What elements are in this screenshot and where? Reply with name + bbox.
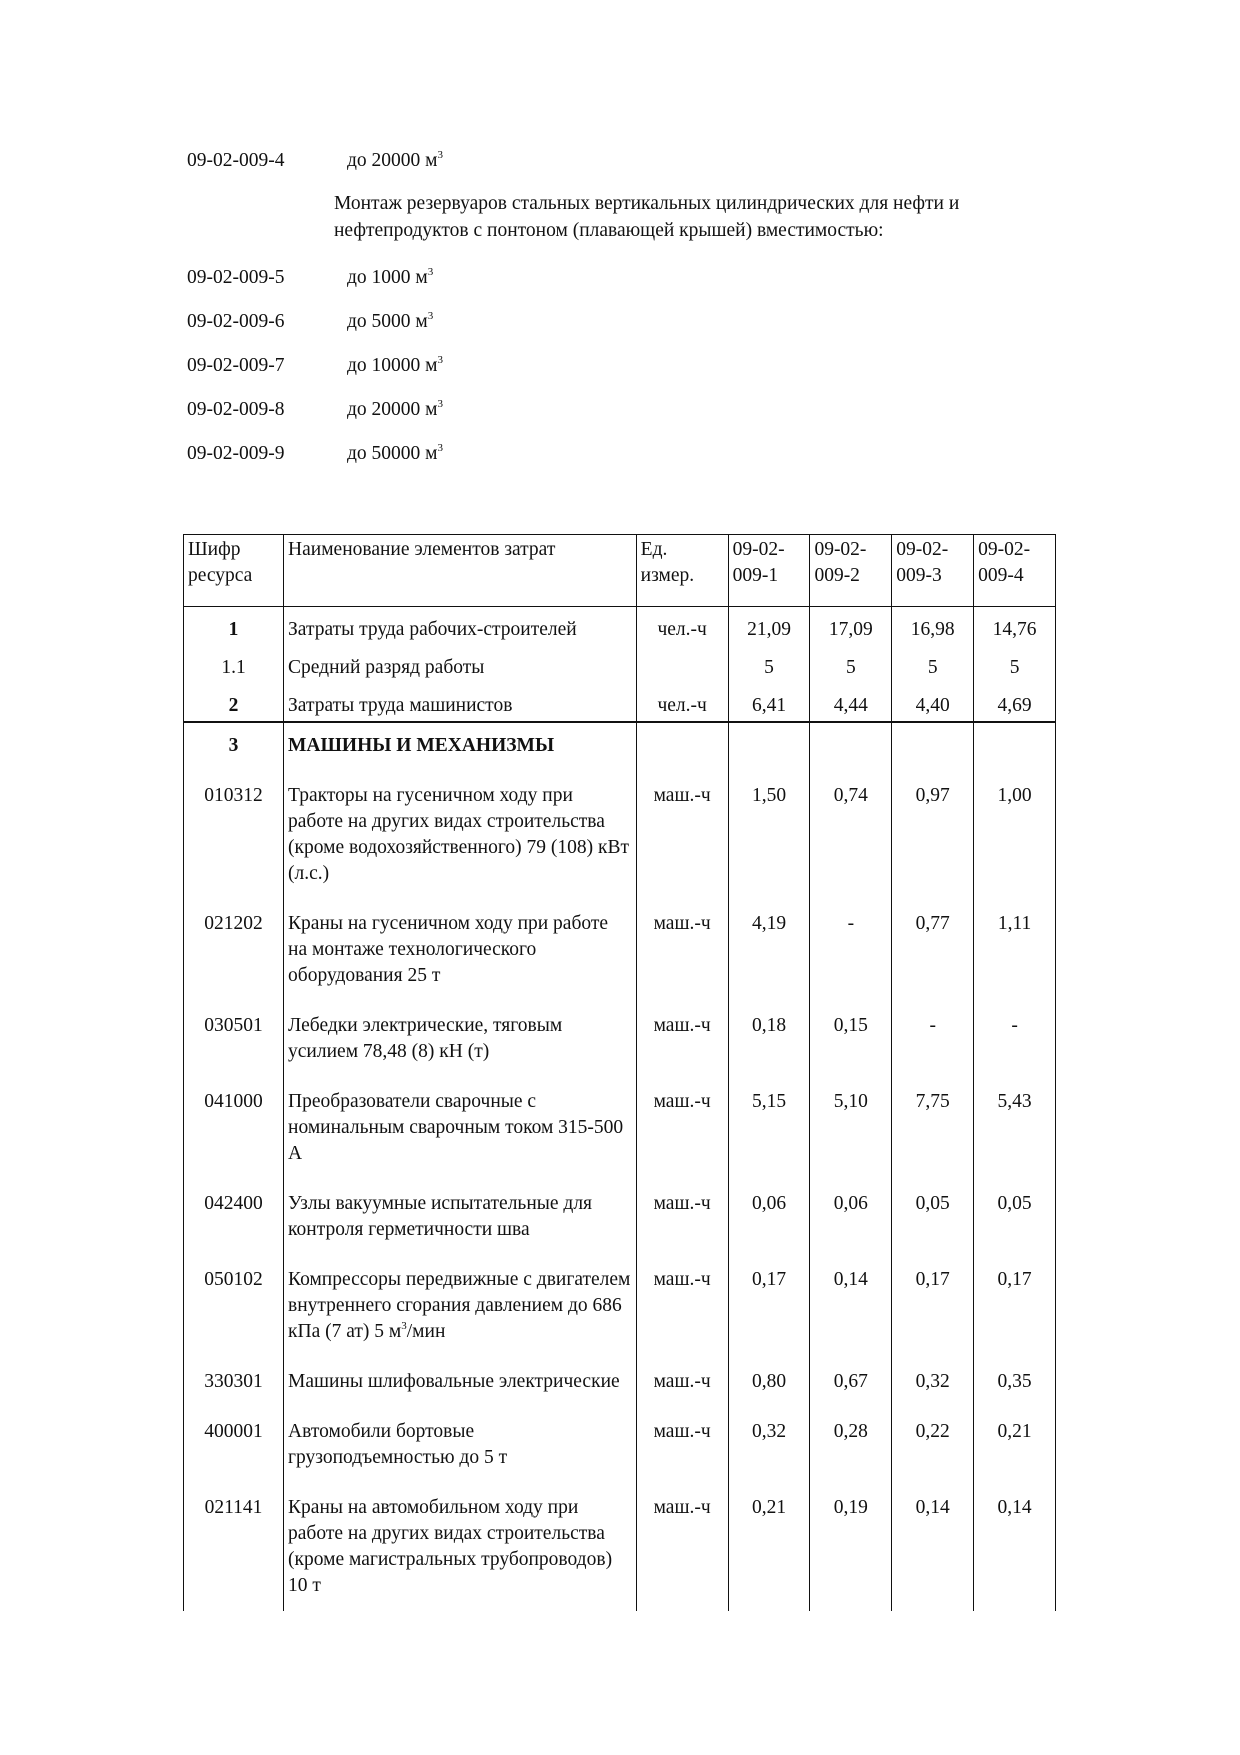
resource-name-text: МАШИНЫ И МЕХАНИЗМЫ: [288, 735, 555, 756]
unit-superscript: 3: [437, 442, 444, 454]
value-cell: 0,06: [810, 1179, 892, 1255]
value-cell: 0,22: [892, 1407, 974, 1483]
unit-superscript: 3: [437, 149, 444, 161]
value-cell: 5: [810, 645, 892, 683]
table-row: [184, 1001, 1056, 1077]
resource-name-text: Автомобили бортовые грузоподъемностью до 5 т: [288, 1421, 508, 1468]
value-cell: 0,14: [810, 1255, 892, 1357]
value-cell: -: [810, 899, 892, 1001]
resource-name: [284, 683, 637, 722]
table-row: [184, 771, 1056, 899]
resource-name-text: Узлы вакуумные испытательные для контроля герметичности шва: [288, 1193, 593, 1240]
resource-name-text: Краны на автомобильном ходу при работе на других видах строительства (кроме магистральных трубопроводов) 10 т: [288, 1497, 613, 1596]
resource-name-text: Затраты труда машинистов: [288, 695, 513, 716]
value-cell: 1,11: [974, 899, 1056, 1001]
value-cell: 5,15: [728, 1077, 810, 1179]
value-cell: 5: [974, 645, 1056, 683]
value-cell: 0,21: [974, 1407, 1056, 1483]
norm-capacity: до 20000 м: [347, 399, 438, 420]
col-header-v2: 09-02-009-2: [810, 535, 892, 607]
col-header-v1: 09-02-009-1: [728, 535, 810, 607]
value-cell: 1,50: [728, 771, 810, 899]
value-cell: 14,76: [974, 607, 1056, 646]
norm-line: [187, 265, 433, 291]
value-cell: [728, 722, 810, 771]
value-cell: 0,14: [974, 1483, 1056, 1611]
value-cell: 5,43: [974, 1077, 1056, 1179]
unit-cell: маш.-ч: [636, 1001, 728, 1077]
col-header-unit: Ед. измер.: [636, 535, 728, 607]
table-row: [184, 1483, 1056, 1611]
value-cell: 1,00: [974, 771, 1056, 899]
norm-capacity: до 50000 м: [347, 443, 438, 464]
value-cell: 4,40: [892, 683, 974, 722]
resource-code: 041000: [184, 1077, 284, 1179]
value-cell: 21,09: [728, 607, 810, 646]
value-cell: 0,05: [974, 1179, 1056, 1255]
unit-superscript: 3: [437, 354, 444, 366]
norm-line: [187, 309, 433, 335]
table-row: [184, 607, 1056, 646]
table-row: [184, 1077, 1056, 1179]
value-cell: 0,15: [810, 1001, 892, 1077]
unit-superscript: 3: [427, 266, 434, 278]
unit-cell: маш.-ч: [636, 1255, 728, 1357]
table-row: [184, 645, 1056, 683]
norm-capacity: до 5000 м: [347, 311, 428, 332]
unit-cell: маш.-ч: [636, 899, 728, 1001]
value-cell: 0,18: [728, 1001, 810, 1077]
resource-name: [284, 1077, 637, 1179]
resource-code: 1: [184, 607, 284, 646]
unit-cell: маш.-ч: [636, 1179, 728, 1255]
unit-superscript: 3: [427, 310, 434, 322]
value-cell: 0,17: [892, 1255, 974, 1357]
table-row: [184, 683, 1056, 722]
value-cell: 0,17: [974, 1255, 1056, 1357]
unit-superscript: 3: [401, 1320, 407, 1332]
resource-name: [284, 899, 637, 1001]
table-row: [184, 1255, 1056, 1357]
norm-line: [187, 148, 443, 174]
value-cell: 16,98: [892, 607, 974, 646]
col-header-v3: 09-02-009-3: [892, 535, 974, 607]
value-cell: [892, 722, 974, 771]
resource-name: [284, 1483, 637, 1611]
table-row: [184, 722, 1056, 771]
value-cell: 6,41: [728, 683, 810, 722]
value-cell: 5,10: [810, 1077, 892, 1179]
resource-code: 042400: [184, 1179, 284, 1255]
norm-capacity: до 1000 м: [347, 267, 428, 288]
value-cell: 0,21: [728, 1483, 810, 1611]
resource-name: [284, 722, 637, 771]
intro-paragraph: Монтаж резервуаров стальных вертикальных цилиндрических для нефти и нефтепродуктов с понтоном (плавающей крышей) вместимостью:: [334, 193, 960, 241]
value-cell: 5: [892, 645, 974, 683]
resource-name: [284, 1407, 637, 1483]
value-cell: 0,77: [892, 899, 974, 1001]
col-header-name: Наименование элементов затрат: [284, 535, 637, 607]
resource-name: [284, 1001, 637, 1077]
resource-name: [284, 771, 637, 899]
resource-name-text: Машины шлифовальные электрические: [288, 1371, 620, 1392]
value-cell: 0,19: [810, 1483, 892, 1611]
value-cell: 0,05: [892, 1179, 974, 1255]
unit-cell: [636, 722, 728, 771]
unit-cell: маш.-ч: [636, 771, 728, 899]
resource-name: [284, 1255, 637, 1357]
norm-line: [187, 397, 443, 423]
unit-cell: чел.-ч: [636, 607, 728, 646]
value-cell: 4,44: [810, 683, 892, 722]
table-row: [184, 1407, 1056, 1483]
value-cell: 0,35: [974, 1357, 1056, 1407]
resource-code: 330301: [184, 1357, 284, 1407]
norm-code: 09-02-009-7: [187, 355, 285, 376]
value-cell: 0,74: [810, 771, 892, 899]
value-cell: 7,75: [892, 1077, 974, 1179]
norm-capacity: до 10000 м: [347, 355, 438, 376]
value-cell: 0,14: [892, 1483, 974, 1611]
table-header-row: [184, 535, 1056, 607]
table-row: [184, 1179, 1056, 1255]
norm-code: 09-02-009-4: [187, 150, 285, 171]
resource-code: 400001: [184, 1407, 284, 1483]
resource-name-text: Преобразователи сварочные с номинальным сварочным током 315-500 А: [288, 1091, 624, 1164]
value-cell: 0,32: [728, 1407, 810, 1483]
resource-name-text: Тракторы на гусеничном ходу при работе на других видах строительства (кроме водохозяйственного) 79 (108) кВт (л.с.): [288, 785, 629, 884]
resource-code: 1.1: [184, 645, 284, 683]
norm-line: [187, 441, 443, 467]
resource-code: 050102: [184, 1255, 284, 1357]
value-cell: 0,06: [728, 1179, 810, 1255]
value-cell: 5: [728, 645, 810, 683]
value-cell: 0,80: [728, 1357, 810, 1407]
norm-code: 09-02-009-9: [187, 443, 285, 464]
value-cell: 0,28: [810, 1407, 892, 1483]
value-cell: -: [892, 1001, 974, 1077]
resource-code: 2: [184, 683, 284, 722]
value-cell: [810, 722, 892, 771]
resource-name: [284, 1357, 637, 1407]
resource-name-tail: /мин: [406, 1321, 446, 1342]
norm-code: 09-02-009-5: [187, 267, 285, 288]
unit-cell: чел.-ч: [636, 683, 728, 722]
value-cell: -: [974, 1001, 1056, 1077]
resource-code: 010312: [184, 771, 284, 899]
table-row: [184, 1357, 1056, 1407]
value-cell: [974, 722, 1056, 771]
resource-name-text: Затраты труда рабочих-строителей: [288, 619, 577, 640]
unit-cell: маш.-ч: [636, 1077, 728, 1179]
value-cell: 4,19: [728, 899, 810, 1001]
norm-capacity: до 20000 м: [347, 150, 438, 171]
value-cell: 4,69: [974, 683, 1056, 722]
unit-cell: маш.-ч: [636, 1357, 728, 1407]
resource-name-text: Компрессоры передвижные с двигателем внутреннего сгорания давлением до 686 кПа (7 ат) 5 м: [288, 1269, 631, 1342]
resource-code: 021202: [184, 899, 284, 1001]
resource-code: 021141: [184, 1483, 284, 1611]
resource-name-text: Краны на гусеничном ходу при работе на монтаже технологического оборудования 25 т: [288, 913, 609, 986]
value-cell: 0,17: [728, 1255, 810, 1357]
unit-cell: маш.-ч: [636, 1407, 728, 1483]
resource-name: [284, 1179, 637, 1255]
value-cell: 0,67: [810, 1357, 892, 1407]
col-header-v4: 09-02-009-4: [974, 535, 1056, 607]
value-cell: 17,09: [810, 607, 892, 646]
resource-code: 3: [184, 722, 284, 771]
unit-superscript: 3: [437, 398, 444, 410]
unit-cell: маш.-ч: [636, 1483, 728, 1611]
value-cell: 0,97: [892, 771, 974, 899]
table-row: [184, 899, 1056, 1001]
norm-code: 09-02-009-6: [187, 311, 285, 332]
unit-cell: [636, 645, 728, 683]
value-cell: 0,32: [892, 1357, 974, 1407]
col-header-code: Шифр ресурса: [184, 535, 284, 607]
norm-line: [187, 353, 443, 379]
resource-name: [284, 645, 637, 683]
resource-name-text: Лебедки электрические, тяговым усилием 78,48 (8) кН (т): [288, 1015, 563, 1062]
resource-name-text: Средний разряд работы: [288, 657, 485, 678]
resource-code: 030501: [184, 1001, 284, 1077]
resource-name: [284, 607, 637, 646]
norm-code: 09-02-009-8: [187, 399, 285, 420]
resource-table: [183, 534, 1056, 1611]
